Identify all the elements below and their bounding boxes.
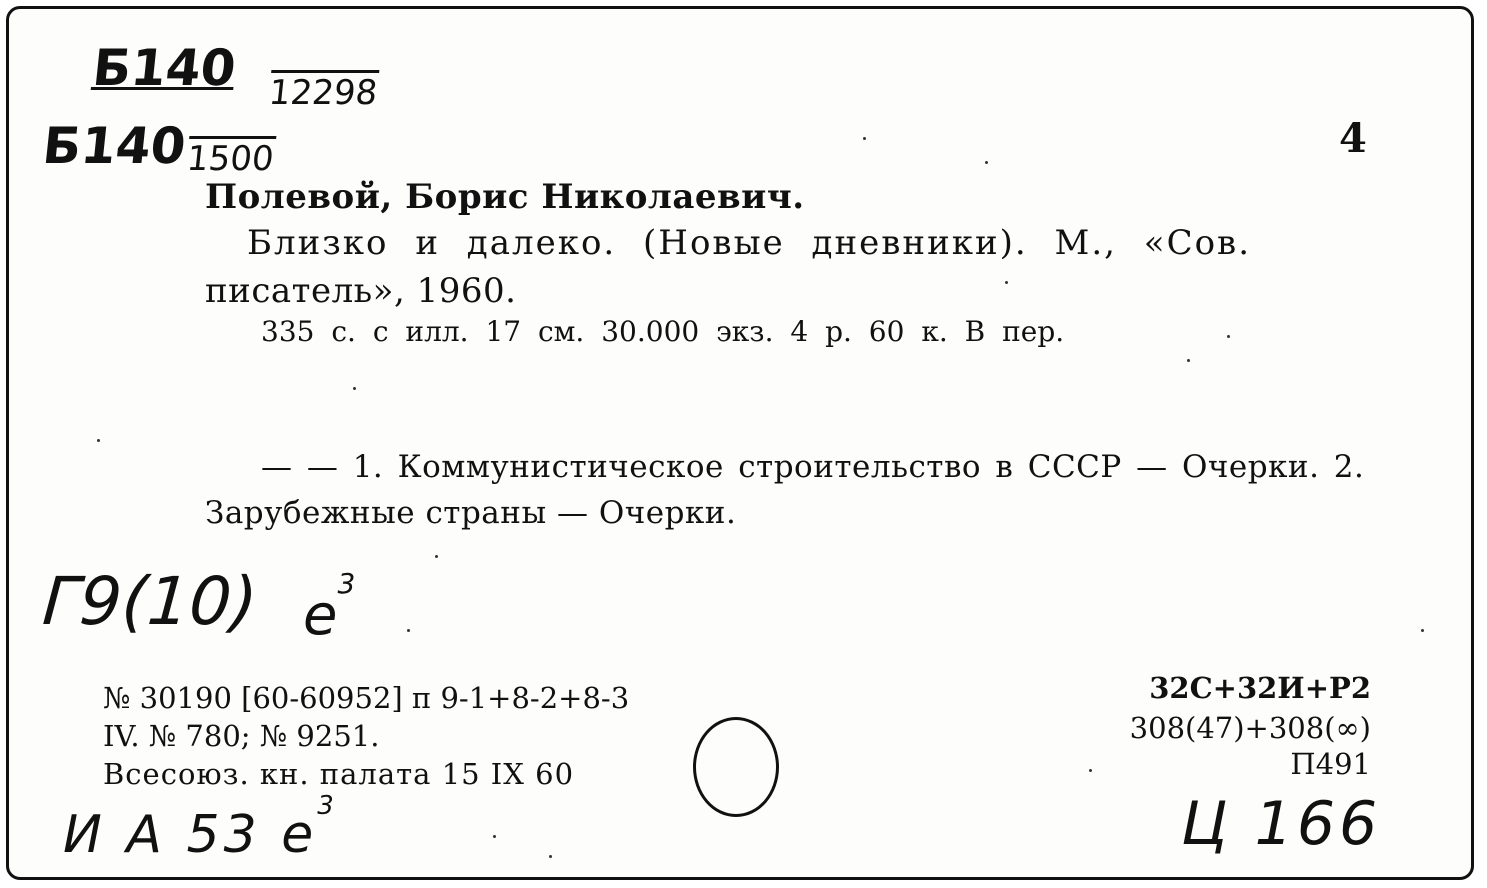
print-speck [1089, 769, 1092, 772]
print-speck [1005, 281, 1008, 284]
print-speck [493, 835, 496, 838]
class-mark-sup-index: 3 [337, 567, 356, 600]
bottom-left-sup-index: 3 [317, 791, 338, 821]
class-mark-sup-text: е [303, 583, 338, 648]
shelfmark-2-text: Б140 [39, 117, 189, 175]
publisher-line: писатель», 1960. [205, 271, 517, 311]
print-speck [97, 439, 100, 442]
bottom-left-mark-text: И А 53 [63, 805, 261, 865]
footer-right-line-3: П491 [1290, 747, 1371, 781]
print-speck [407, 629, 410, 632]
footer-right-line-1: 32С+32И+Р2 [1149, 671, 1371, 705]
print-speck [1227, 335, 1230, 338]
handwritten-shelfmark-1-sup [267, 73, 379, 113]
handwritten-bottom-left [63, 791, 338, 865]
print-speck [435, 555, 438, 558]
print-speck [1421, 629, 1424, 632]
handwritten-shelfmark-1 [90, 39, 239, 97]
print-speck [549, 855, 552, 858]
physical-description: 335 с. с илл. 17 см. 30.000 экз. 4 р. 60 к. В пер. [261, 315, 1065, 348]
bottom-left-sup-text: е [281, 805, 318, 865]
print-speck [353, 387, 356, 390]
footer-right-line-2: 308(47)+308(∞) [1129, 711, 1371, 745]
print-speck [863, 137, 866, 140]
print-speck [1187, 359, 1190, 362]
footer-left-line-2: IV. № 780; № 9251. [103, 719, 380, 753]
shelfmark-1-text: Б140 [89, 39, 239, 97]
title-line: Близко и далеко. (Новые дневники). М., «Сов. [247, 223, 1252, 263]
catalog-card [6, 6, 1474, 880]
footer-left-line-3: Всесоюз. кн. палата 15 IX 60 [103, 757, 575, 791]
shelfmark-1-sup-text: 12298 [267, 70, 380, 113]
footer-left-line-1: № 30190 [60-60952] п 9-1+8-2+8-3 [103, 681, 630, 715]
stamp-circle [693, 717, 779, 817]
subject-line-2: Зарубежные страны — Очерки. [205, 495, 737, 531]
author-heading: Полевой, Борис Николаевич. [205, 177, 805, 217]
handwritten-bottom-right [1181, 789, 1381, 859]
shelfmark-2-sub-text: 1500 [185, 136, 276, 179]
handwritten-class-mark [40, 563, 260, 640]
handwritten-class-mark-sup [303, 567, 356, 648]
handwritten-shelfmark-2 [40, 117, 189, 175]
handwritten-shelfmark-2-sub [185, 139, 276, 179]
class-mark-text: Г9(10) [40, 563, 260, 640]
card-number: 4 [1339, 115, 1367, 162]
bottom-right-number-text: Ц 166 [1181, 789, 1382, 859]
print-speck [985, 161, 988, 164]
subject-line-1: — — 1. Коммунистическое строительство в СССР — Очерки. 2. [261, 449, 1365, 485]
